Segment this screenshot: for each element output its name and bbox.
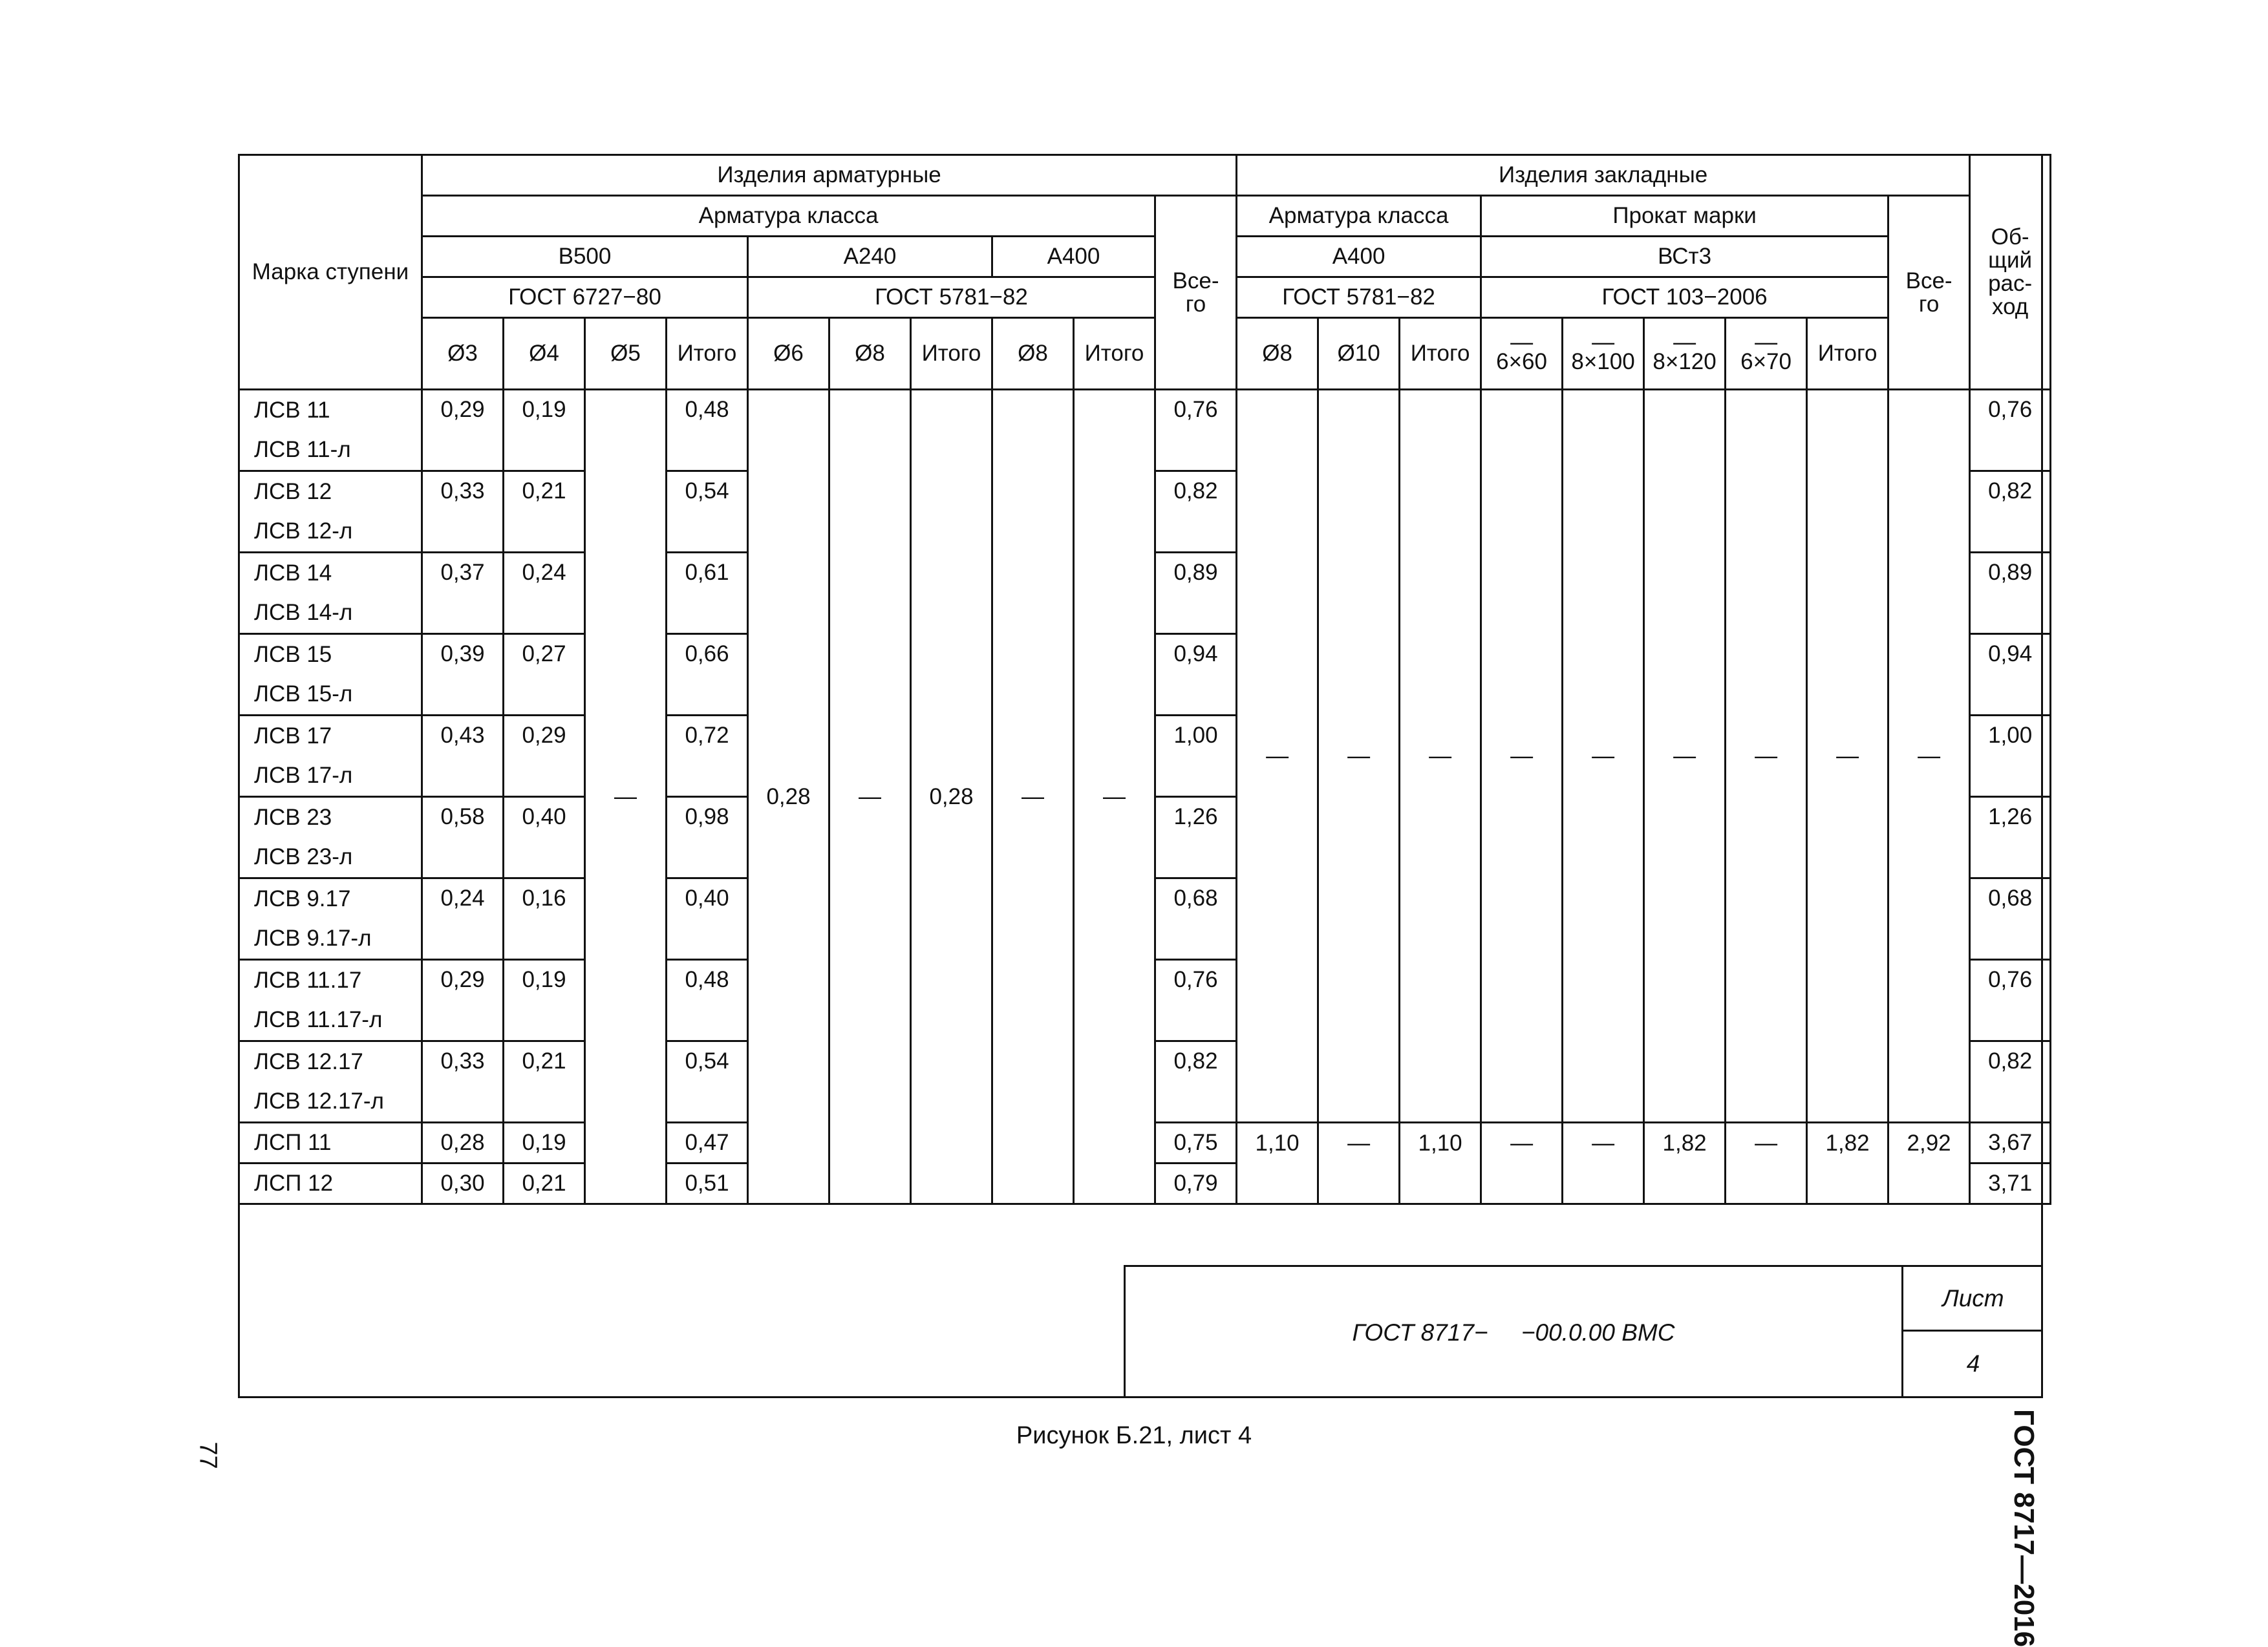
vst3-header: ВСт3	[1481, 237, 1888, 277]
z-vsego-cell: 2,92	[1888, 1123, 1970, 1164]
d4-cell: 0,24	[504, 553, 585, 634]
armatura-klassa-header: Арматура класса	[422, 196, 1155, 237]
marka-cell: ЛСВ 17	[239, 716, 422, 756]
vsego-cell: 0,82	[1155, 471, 1237, 553]
vsego-header-2: Все- го	[1888, 196, 1970, 390]
marka-cell: ЛСВ 12.17-л	[239, 1082, 422, 1123]
vsego-header-1: Все- го	[1155, 196, 1237, 390]
vsego-cell: 0,76	[1155, 390, 1237, 471]
col-d4: Ø4	[504, 318, 585, 390]
z-itogo-cell: —	[1400, 390, 1481, 1123]
table-row	[239, 390, 2051, 430]
col-b500-itogo: Итого	[667, 318, 748, 390]
obshchiy-cell: 0,76	[1970, 390, 2051, 471]
stamp-sheet-number: 4	[1966, 1350, 1980, 1377]
obshchiy-cell: 1,26	[1970, 797, 2051, 878]
marka-cell: ЛСВ 9.17	[239, 878, 422, 919]
stamp-sheet-label: Лист	[1903, 1267, 2043, 1332]
marka-cell: ЛСВ 9.17-л	[239, 919, 422, 960]
d3-cell: 0,28	[422, 1123, 504, 1164]
obshchiy-cell: 3,67	[1970, 1123, 2051, 1164]
d3-cell: 0,33	[422, 1041, 504, 1123]
title-block	[1124, 1265, 2043, 1398]
standard-designation: ГОСТ 8717—2016	[2008, 1409, 2040, 1647]
obshchiy-cell: 0,82	[1970, 471, 2051, 553]
col-a400-itogo: Итого	[1074, 318, 1155, 390]
empty-cell	[1400, 1164, 1481, 1204]
obshchiy-header: Об- щий рас- ход	[1970, 155, 2051, 390]
d4-cell: 0,19	[504, 390, 585, 471]
marka-cell: ЛСВ 15-л	[239, 675, 422, 716]
b500-itogo-cell: 0,54	[667, 471, 748, 553]
a400-itogo-cell: —	[1074, 390, 1155, 1204]
col-8x100: — 8×100	[1563, 318, 1644, 390]
gost-6727-header: ГОСТ 6727−80	[422, 277, 748, 318]
a240-itogo-cell: 0,28	[911, 390, 992, 1204]
d5-cell: —	[585, 390, 667, 1204]
vsego-cell: 0,94	[1155, 634, 1237, 716]
col-z-d10: Ø10	[1318, 318, 1400, 390]
d4-cell: 0,21	[504, 471, 585, 553]
marka-cell: ЛСВ 12.17	[239, 1041, 422, 1082]
empty-cell	[1644, 1164, 1726, 1204]
vsego-cell: 0,79	[1155, 1164, 1237, 1204]
d4-cell: 0,21	[504, 1164, 585, 1204]
stamp-designation: ГОСТ 8717− −00.0.00 ВМС	[1352, 1319, 1675, 1346]
a240-d8-cell: —	[829, 390, 911, 1204]
d4-cell: 0,40	[504, 797, 585, 878]
marka-cell: ЛСП 12	[239, 1164, 422, 1204]
col-p-itogo: Итого	[1807, 318, 1888, 390]
b500-itogo-cell: 0,98	[667, 797, 748, 878]
d3-cell: 0,33	[422, 471, 504, 553]
d4-cell: 0,19	[504, 1123, 585, 1164]
z-d8-cell: 1,10	[1237, 1123, 1318, 1164]
empty-cell	[1726, 1164, 1807, 1204]
d4-cell: 0,21	[504, 1041, 585, 1123]
d3-cell: 0,43	[422, 716, 504, 797]
obshchiy-cell: 0,76	[1970, 960, 2051, 1041]
d3-cell: 0,29	[422, 960, 504, 1041]
a400-header-2: А400	[1237, 237, 1481, 277]
gost-103-header: ГОСТ 103−2006	[1481, 277, 1888, 318]
vsego-cell: 0,89	[1155, 553, 1237, 634]
d3-cell: 0,30	[422, 1164, 504, 1204]
obshchiy-cell: 0,82	[1970, 1041, 2051, 1123]
obshchiy-cell: 0,94	[1970, 634, 2051, 716]
prokat-marki-header: Прокат марки	[1481, 196, 1888, 237]
obshchiy-cell: 0,89	[1970, 553, 2051, 634]
col-z-d8: Ø8	[1237, 318, 1318, 390]
marka-cell: ЛСП 11	[239, 1123, 422, 1164]
col-z-itogo: Итого	[1400, 318, 1481, 390]
consumption-table	[238, 154, 2051, 1205]
vsego-cell: 0,76	[1155, 960, 1237, 1041]
vsego-cell: 0,68	[1155, 878, 1237, 960]
marka-cell: ЛСВ 11.17	[239, 960, 422, 1001]
armaturnye-header: Изделия арматурные	[422, 155, 1237, 196]
empty-cell	[1807, 1164, 1888, 1204]
d6-cell: 0,28	[748, 390, 829, 1204]
b500-itogo-cell: 0,47	[667, 1123, 748, 1164]
stamp-sheet-box	[1901, 1267, 2043, 1398]
marka-header: Марка ступени	[239, 155, 422, 390]
vsego-cell: 0,75	[1155, 1123, 1237, 1164]
b500-itogo-cell: 0,54	[667, 1041, 748, 1123]
col-d6: Ø6	[748, 318, 829, 390]
marka-cell: ЛСВ 17-л	[239, 756, 422, 797]
vsego-cell: 0,82	[1155, 1041, 1237, 1123]
d4-cell: 0,27	[504, 634, 585, 716]
marka-cell: ЛСВ 11-л	[239, 430, 422, 471]
z-d8-cell: —	[1237, 390, 1318, 1123]
obshchiy-cell: 3,71	[1970, 1164, 2051, 1204]
col-6x60: — 6×60	[1481, 318, 1563, 390]
marka-cell: ЛСВ 12	[239, 471, 422, 512]
b500-header: В500	[422, 237, 748, 277]
d4-cell: 0,29	[504, 716, 585, 797]
p-8x100-cell: —	[1563, 1123, 1644, 1164]
d4-cell: 0,19	[504, 960, 585, 1041]
a240-header: А240	[748, 237, 992, 277]
table-body	[239, 390, 2051, 1204]
d4-cell: 0,16	[504, 878, 585, 960]
z-vsego-cell: —	[1888, 390, 1970, 1123]
p-8x100-cell: —	[1563, 390, 1644, 1123]
d3-cell: 0,24	[422, 878, 504, 960]
b500-itogo-cell: 0,48	[667, 390, 748, 471]
vsego-cell: 1,26	[1155, 797, 1237, 878]
marka-cell: ЛСВ 14-л	[239, 593, 422, 634]
b500-itogo-cell: 0,51	[667, 1164, 748, 1204]
d3-cell: 0,39	[422, 634, 504, 716]
p-6x70-cell: —	[1726, 390, 1807, 1123]
obshchiy-cell: 0,68	[1970, 878, 2051, 960]
marka-cell: ЛСВ 23	[239, 797, 422, 838]
z-d10-cell: —	[1318, 390, 1400, 1123]
col-d5: Ø5	[585, 318, 667, 390]
b500-itogo-cell: 0,66	[667, 634, 748, 716]
empty-cell	[1481, 1164, 1563, 1204]
b500-itogo-cell: 0,40	[667, 878, 748, 960]
z-itogo-cell: 1,10	[1400, 1123, 1481, 1164]
p-6x70-cell: —	[1726, 1123, 1807, 1164]
d3-cell: 0,37	[422, 553, 504, 634]
col-8x120: — 8×120	[1644, 318, 1726, 390]
b500-itogo-cell: 0,48	[667, 960, 748, 1041]
d3-cell: 0,58	[422, 797, 504, 878]
p-8x120-cell: 1,82	[1644, 1123, 1726, 1164]
empty-cell	[1563, 1164, 1644, 1204]
marka-cell: ЛСВ 23-л	[239, 838, 422, 878]
empty-cell	[1888, 1164, 1970, 1204]
armatura-klassa-header-2: Арматура класса	[1237, 196, 1481, 237]
marka-cell: ЛСВ 11.17-л	[239, 1001, 422, 1041]
z-d10-cell: —	[1318, 1123, 1400, 1164]
marka-cell: ЛСВ 12-л	[239, 512, 422, 553]
marka-cell: ЛСВ 14	[239, 553, 422, 593]
marka-cell: ЛСВ 11	[239, 390, 422, 430]
zakladnye-header: Изделия закладные	[1237, 155, 1970, 196]
p-6x60-cell: —	[1481, 390, 1563, 1123]
marka-cell: ЛСВ 15	[239, 634, 422, 675]
col-6x70: — 6×70	[1726, 318, 1807, 390]
a400-header: А400	[992, 237, 1155, 277]
a400-d8-cell: —	[992, 390, 1074, 1204]
p-itogo-cell: —	[1807, 390, 1888, 1123]
col-d3: Ø3	[422, 318, 504, 390]
page-number: 77	[194, 1441, 222, 1469]
p-8x120-cell: —	[1644, 390, 1726, 1123]
col-a240-d8: Ø8	[829, 318, 911, 390]
figure-caption: Рисунок Б.21, лист 4	[1016, 1422, 1252, 1449]
vsego-cell: 1,00	[1155, 716, 1237, 797]
gost-5781-header-2: ГОСТ 5781−82	[1237, 277, 1481, 318]
b500-itogo-cell: 0,61	[667, 553, 748, 634]
empty-cell	[1318, 1164, 1400, 1204]
gost-5781-header: ГОСТ 5781−82	[748, 277, 1155, 318]
empty-cell	[1237, 1164, 1318, 1204]
p-6x60-cell: —	[1481, 1123, 1563, 1164]
obshchiy-cell: 1,00	[1970, 716, 2051, 797]
b500-itogo-cell: 0,72	[667, 716, 748, 797]
col-a400-d8: Ø8	[992, 318, 1074, 390]
col-a240-itogo: Итого	[911, 318, 992, 390]
p-itogo-cell: 1,82	[1807, 1123, 1888, 1164]
d3-cell: 0,29	[422, 390, 504, 471]
